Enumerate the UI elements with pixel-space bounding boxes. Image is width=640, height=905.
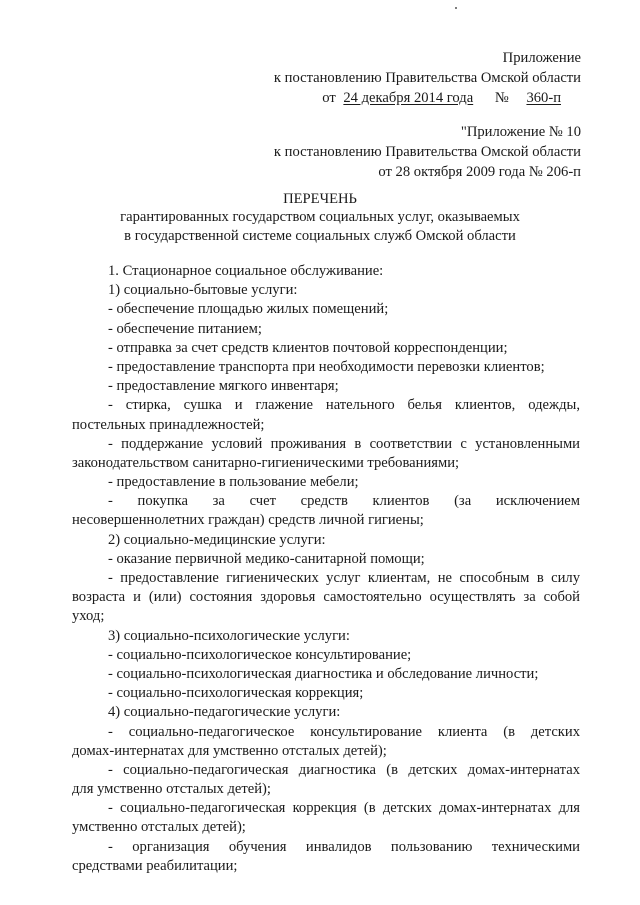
list-item: - социально-психологическая диагностика и обследование личности; xyxy=(108,665,539,682)
list-item-continuation: средствами реабилитации; xyxy=(72,857,238,874)
appendix-number-sign: № xyxy=(494,90,509,106)
list-item: - предоставление транспорта при необходимости перевозки клиентов; xyxy=(108,358,545,375)
list-item: - обеспечение питанием; xyxy=(108,320,262,337)
list-item: - отправка за счет средств клиентов почтовой корреспонденции; xyxy=(108,339,508,356)
list-item: - социально-педагогическая коррекция (в детских домах-интернатах для xyxy=(108,800,580,817)
list-item-continuation: возраста и (или) состояния здоровья самостоятельно осуществлять за собой xyxy=(72,589,580,606)
appendix-number: 360-п xyxy=(526,90,561,106)
original-appendix-reference: к постановлению Правительства Омской области xyxy=(273,144,581,160)
list-subtitle-line-2: в государственной системе социальных служб Омской области xyxy=(124,228,516,244)
subsection-heading: 4) социально-педагогические услуги: xyxy=(108,704,341,721)
list-item: - предоставление гигиенических услуг клиентам, не способным в силу xyxy=(108,570,580,586)
list-item: - стирка, сушка и глажение нательного белья клиентов, одежды, xyxy=(108,397,580,414)
document-body xyxy=(72,262,580,876)
list-heading: ПЕРЕЧЕНЬ xyxy=(283,191,357,207)
subsection-heading: 3) социально-психологические услуги: xyxy=(108,627,350,644)
list-subtitle-line-1: гарантированных государством социальных услуг, оказываемых xyxy=(120,209,520,225)
list-item: - социально-педагогическая диагностика (в детских домах-интернатах xyxy=(108,761,580,778)
scan-speck xyxy=(455,7,457,9)
list-item-continuation: несовершеннолетних граждан) средств личной гигиены; xyxy=(72,512,424,529)
list-item: - покупка за счет средств клиентов (за исключением xyxy=(108,493,580,510)
list-item-continuation: уход; xyxy=(72,608,105,625)
original-appendix-title: "Приложение № 10 xyxy=(460,124,581,140)
subsection-heading: 1) социально-бытовые услуги: xyxy=(108,282,298,299)
section-heading: 1. Стационарное социальное обслуживание: xyxy=(108,263,384,279)
list-item: - предоставление мягкого инвентаря; xyxy=(108,378,339,395)
list-item: - организация обучения инвалидов пользованию техническими xyxy=(108,838,580,855)
appendix-title: Приложение xyxy=(502,50,581,66)
appendix-date-prefix: от xyxy=(322,90,336,106)
list-item-continuation: постельных принадлежностей; xyxy=(72,416,265,433)
list-item-continuation: домах-интернатах для умственно отсталых детей); xyxy=(72,742,387,759)
list-item: - оказание первичной медико-санитарной помощи; xyxy=(108,550,425,567)
list-item-continuation: законодательством санитарно-гигиеническими требованиями; xyxy=(72,454,460,471)
list-item-continuation: умственно отсталых детей); xyxy=(72,819,246,836)
list-item-continuation: для умственно отсталых детей); xyxy=(72,781,271,798)
appendix-reference: к постановлению Правительства Омской области xyxy=(273,70,581,86)
appendix-date-line xyxy=(322,88,581,108)
subsection-heading: 2) социально-медицинские услуги: xyxy=(108,531,326,548)
list-item: - социально-психологическая коррекция; xyxy=(108,685,364,702)
original-appendix-date: от 28 октября 2009 года № 206-п xyxy=(378,164,581,180)
list-item: - поддержание условий проживания в соответствии с установленными xyxy=(108,435,580,452)
appendix-date: 24 декабря 2014 года xyxy=(343,90,474,106)
list-item: - предоставление в пользование мебели; xyxy=(108,474,359,491)
list-item: - социально-педагогическое консультирование клиента (в детских xyxy=(108,723,580,740)
list-item: - обеспечение площадью жилых помещений; xyxy=(108,301,389,318)
list-item: - социально-психологическое консультирование; xyxy=(108,646,412,663)
